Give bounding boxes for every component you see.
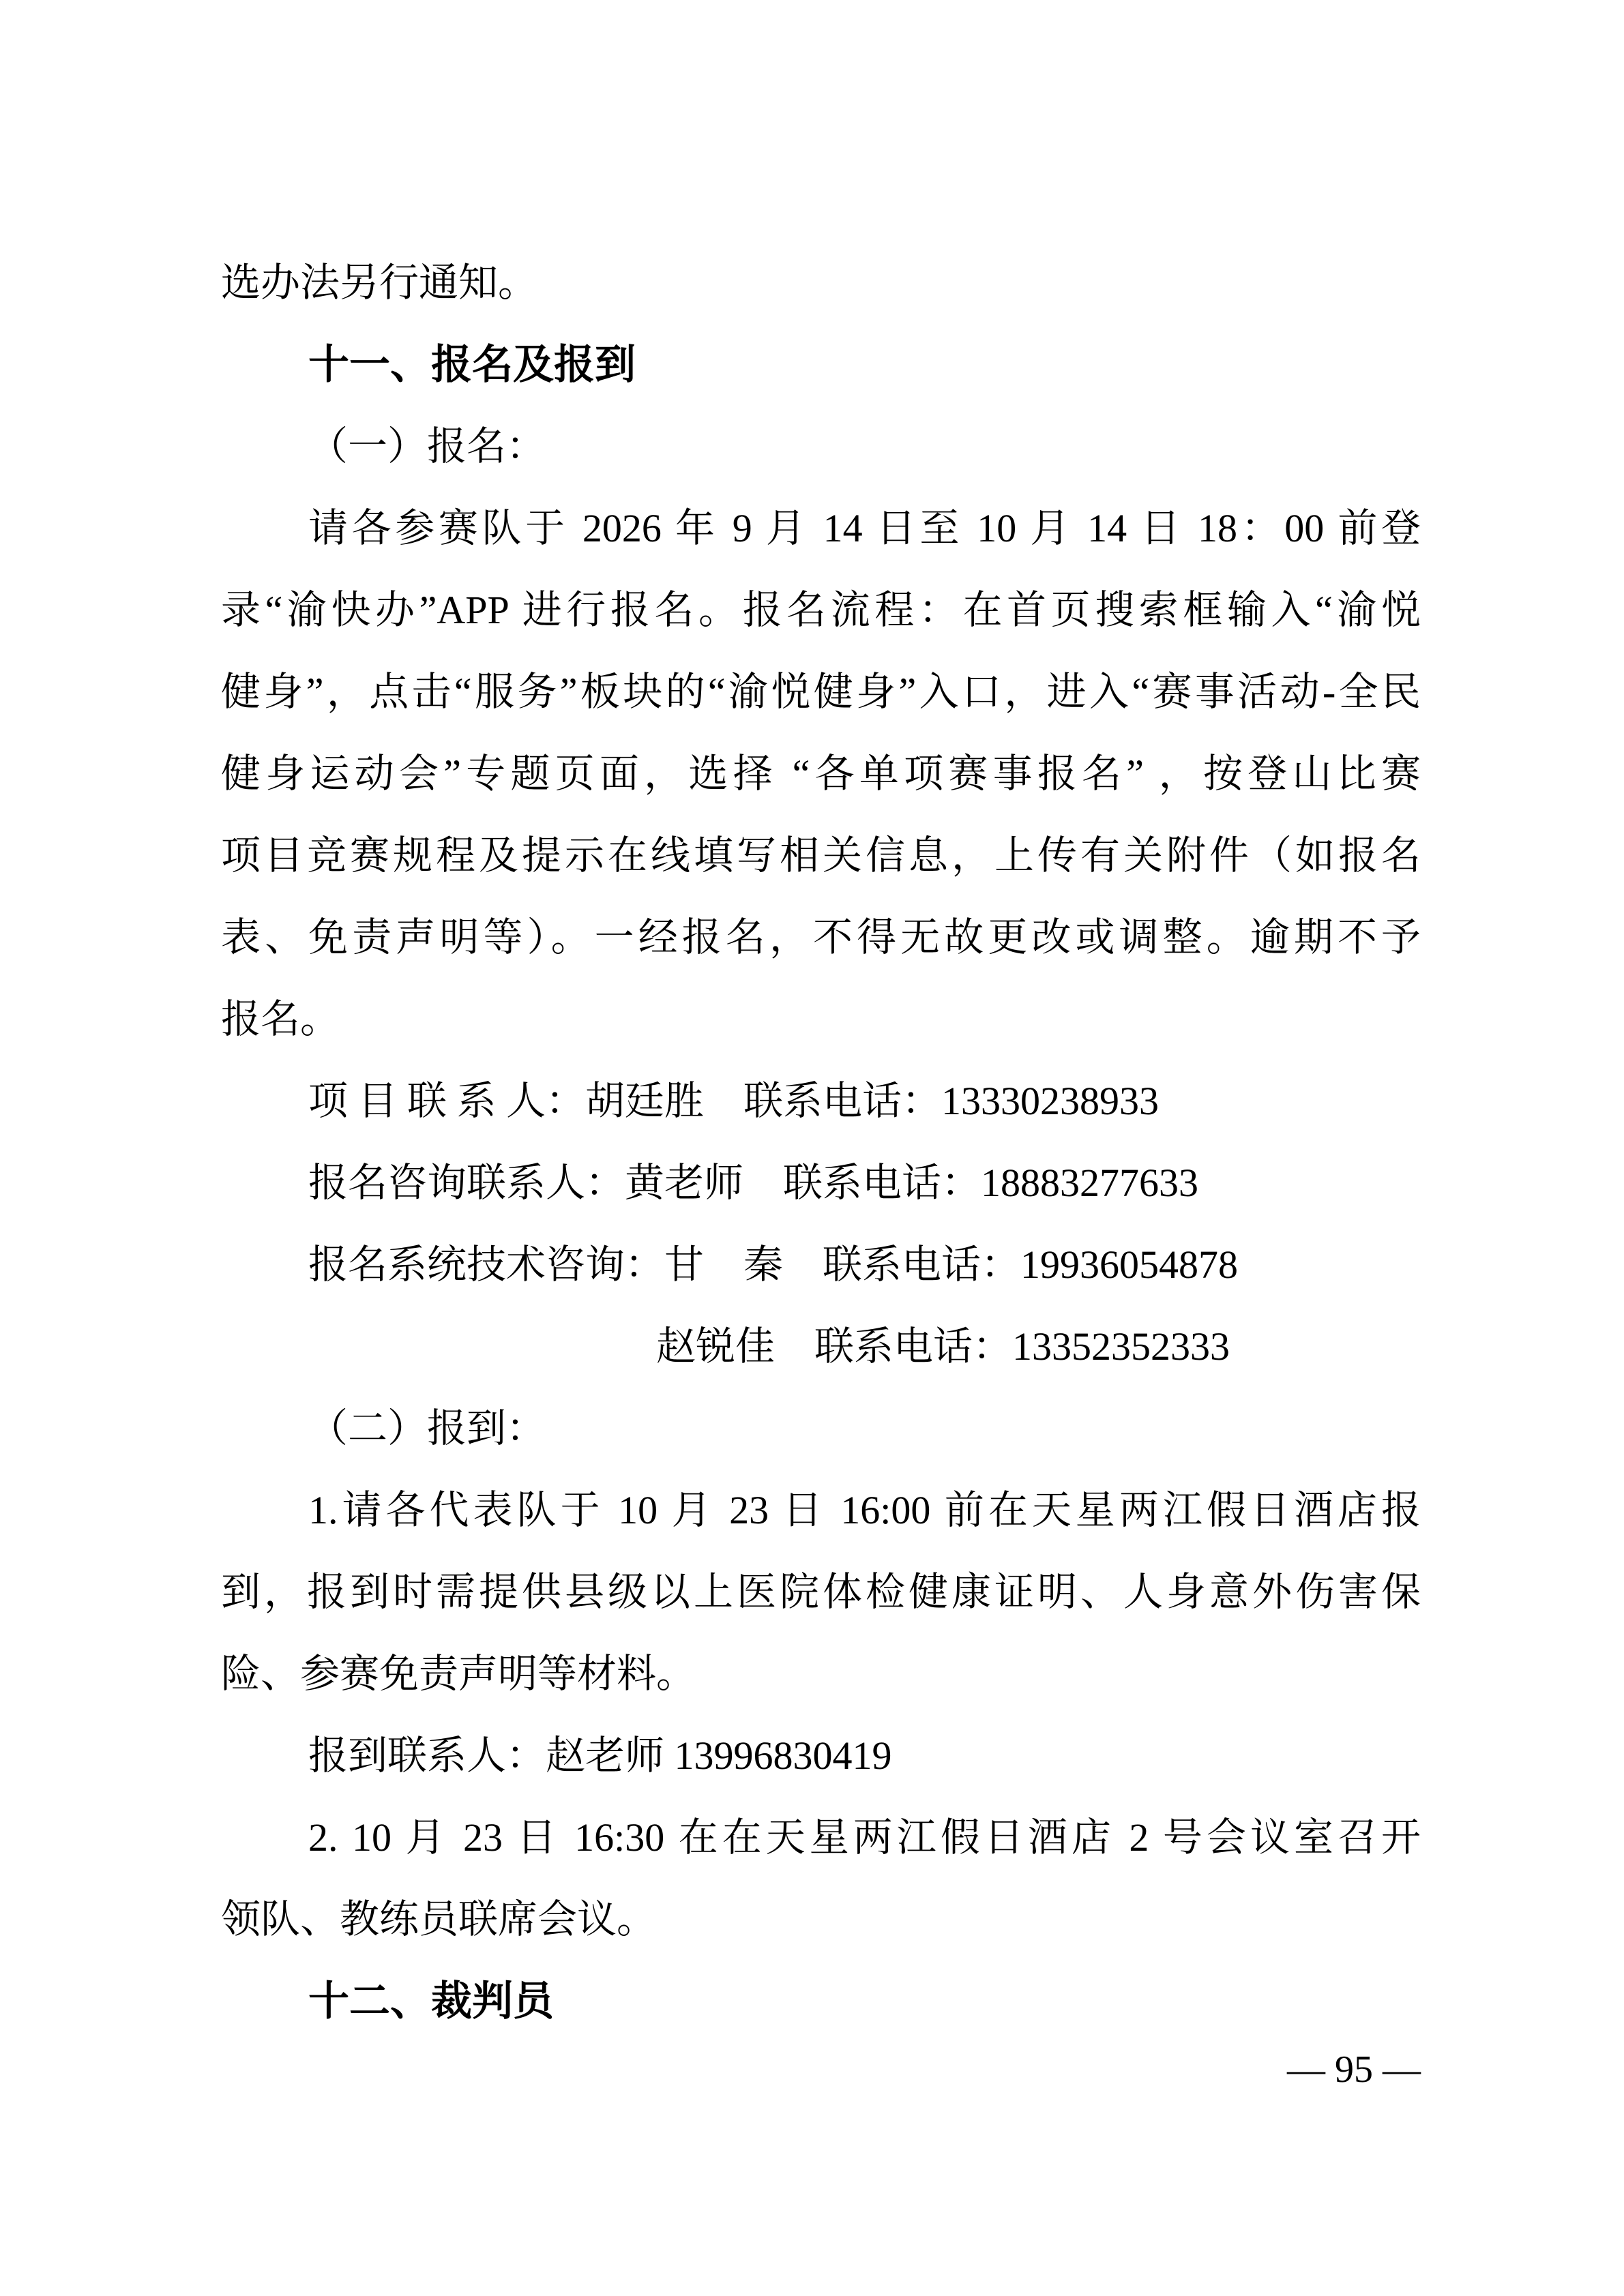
contact-line-tech-2: 赵锐佳 联系电话：13352352333 bbox=[656, 1324, 1230, 1369]
paragraph-registration-line: 录“渝快办”APP 进行报名。报名流程：在首页搜索框输入“渝悦 bbox=[221, 588, 1421, 632]
paragraph-registration-line: 项目竞赛规程及提示在线填写相关信息，上传有关附件（如报名 bbox=[221, 833, 1421, 878]
heading-section-11: 十一、报名及报到 bbox=[308, 342, 636, 387]
paragraph-meeting-line: 领队、教练员联席会议。 bbox=[221, 1897, 657, 1941]
paragraph-registration-line: 表、免责声明等）。一经报名，不得无故更改或调整。逾期不予 bbox=[221, 915, 1421, 959]
contact-line-checkin: 报到联系人：赵老师 13996830419 bbox=[308, 1733, 892, 1778]
document-page bbox=[0, 242, 1624, 2042]
paragraph-continuation-line: 选办法另行通知。 bbox=[221, 260, 538, 305]
subheading-registration: （一）报名： bbox=[308, 424, 546, 468]
paragraph-checkin-line: 险、参赛免责声明等材料。 bbox=[221, 1652, 696, 1696]
contact-line-project: 项 目 联 系 人：胡廷胜 联系电话：13330238933 bbox=[308, 1079, 1160, 1123]
paragraph-checkin-line: 到，报到时需提供县级以上医院体检健康证明、人身意外伤害保 bbox=[221, 1570, 1421, 1614]
paragraph-registration-line: 报名。 bbox=[221, 997, 340, 1041]
paragraph-registration-line: 健身”，点击“服务”板块的“渝悦健身”入口，进入“赛事活动-全民 bbox=[221, 670, 1421, 714]
contact-line-consult: 报名咨询联系人：黄老师 联系电话：18883277633 bbox=[308, 1161, 1199, 1205]
heading-section-12: 十二、裁判员 bbox=[308, 1978, 554, 2024]
paragraph-registration-line: 健身运动会”专题页面，选择 “各单项赛事报名” ，按登山比赛 bbox=[221, 751, 1421, 796]
paragraph-meeting-line: 2. 10 月 23 日 16:30 在在天星两江假日酒店 2 号会议室召开 bbox=[308, 1815, 1421, 1860]
page-number: — 95 — bbox=[1287, 2048, 1421, 2091]
paragraph-checkin-line: 1.请各代表队于 10 月 23 日 16:00 前在天星两江假日酒店报 bbox=[308, 1488, 1421, 1532]
subheading-checkin: （二）报到： bbox=[308, 1406, 546, 1450]
paragraph-registration-line: 请各参赛队于 2026 年 9 月 14 日至 10 月 14 日 18：00 前登 bbox=[308, 506, 1421, 550]
contact-line-tech: 报名系统技术咨询：甘 秦 联系电话：19936054878 bbox=[308, 1242, 1239, 1287]
